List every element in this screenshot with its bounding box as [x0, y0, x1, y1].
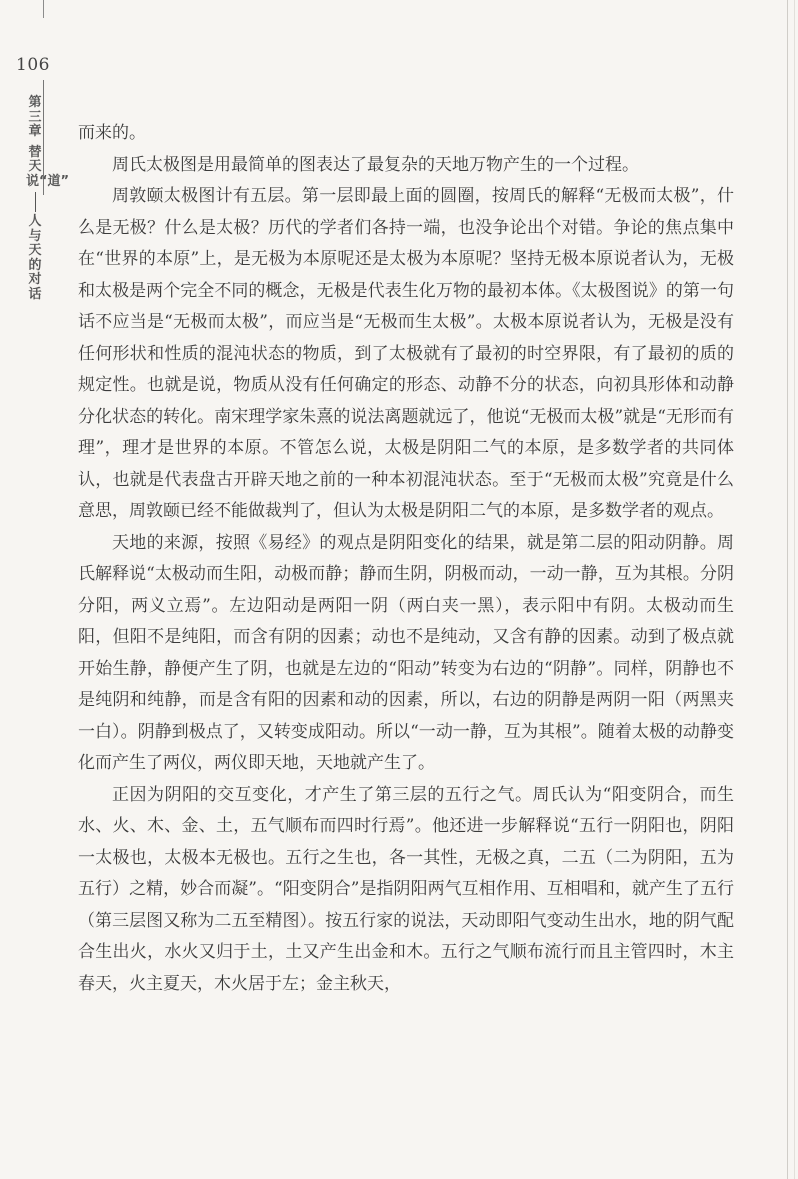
page-edge-line [787, 0, 788, 1179]
paragraph-continuation: 而来的。 [78, 123, 146, 143]
top-rule [0, 0, 44, 18]
body-text [78, 118, 734, 1000]
paragraph: 天地的来源，按照《易经》的观点是阴阳变化的结果，就是第二层的阳动阴静。周氏解释说“太极动而生阳，动极而静；静而生阴，阴极而动，一动一静，互为其根。分阴分阳，两义立焉”。左边阳动是两阳一阴（两白夹一黑），表示阳中有阴。太极动而生阳，但阳不是纯阳，而含有阴的因素；动也不是纯动，又含有静的因素。动到了极点就开始生静，静便产生了阴，也就是左边的“阳动”转变为右边的“阴静”。同样，阴静也不是纯阴和纯静，而是含有阳的因素和动的因素，所以，右边的阴静是两阴一阳（两黑夹一白）。阴静到极点了，又转变成阳动。所以“一动一静，互为其根”。随着太极的动静变化而产生了两仪，两仪即天地，天地就产生了。 [78, 532, 734, 773]
page-number: 106 [16, 55, 50, 75]
paragraph: 周敦颐太极图计有五层。第一层即最上面的圆圈，按周氏的解释“无极而太极”，什么是无极？什么是太极？历代的学者们各持一端，也没争论出个对错。争论的焦点集中在“世界的本原”上，是无极为本原呢还是太极为本原呢？坚持无极本原说者认为，无极和太极是两个完全不同的概念，无极是代表生化万物的最初本体。《太极图说》的第一句话不应当是“无极而太极”，而应当是“无极而生太极”。太极本原说者认为，无极是没有任何形状和性质的混沌状态的物质，到了太极就有了最初的时空界限，有了最初的质的规定性。也就是说，物质从没有任何确定的形态、动静不分的状态，向初具形体和动静分化状态的转化。南宋理学家朱熹的说法离题就远了，他说“无极而太极”就是“无形而有理”，理才是世界的本原。不管怎么说，太极是阴阳二气的本原，是多数学者的共同体认，也就是代表盘古开辟天地之前的一种本初混沌状态。至于“无极而太极”究竟是什么意思，周敦颐已经不能做裁判了，但认为太极是阴阳二气的本原，是多数学者的观点。 [78, 186, 734, 521]
running-head-chapter-title: 替天说“道” [26, 144, 70, 189]
paragraph: 周氏太极图是用最简单的图表达了最复杂的天地万物产生的一个过程。 [112, 154, 639, 175]
running-head-dash [35, 192, 36, 212]
page-edge-line-outer [794, 0, 795, 1179]
paragraph: 正因为阴阳的交互变化，才产生了第三层的五行之气。周氏认为“阳变阴合，而生水、火、木、金、土，五气顺布而四时行焉”。他还进一步解释说“五行一阴阳也，阴阳一太极也，太极本无极也。五行之生也，各一其性，无极之真，二五（二为阴阳，五为五行）之精，妙合而凝”。“阳变阴合”是指阴阳两气互相作用、互相唱和，就产生了五行（第三层图又称为二五至精图）。按五行家的说法，天动即阳气变动生出水，地的阴气配合生出火，水火又归于土，土又产生出金和木。五行之气顺布流行而且主管四时，木主春天，火主夏天，木火居于左；金主秋天， [78, 784, 734, 994]
running-head [26, 95, 70, 302]
running-head-chapter: 第三章 [28, 95, 42, 139]
running-head-subtitle: 人与天的对话 [28, 214, 42, 302]
